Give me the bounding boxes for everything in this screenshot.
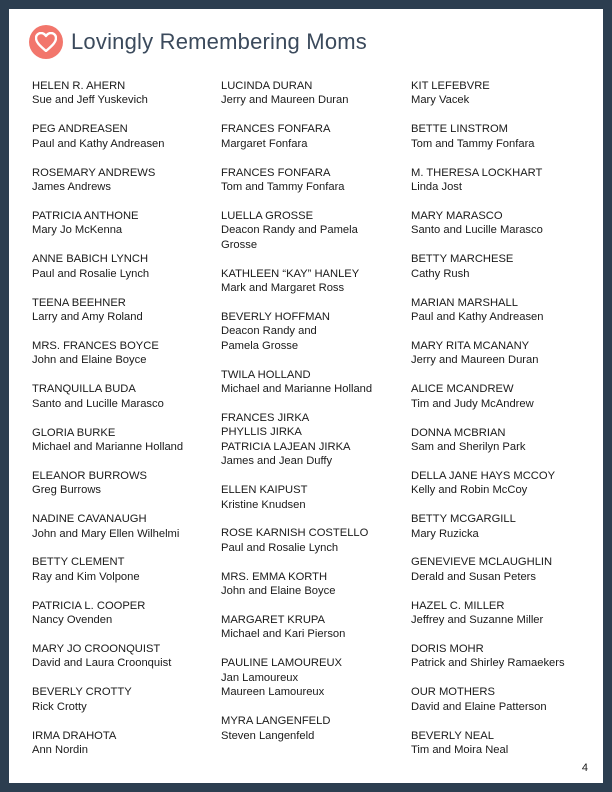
donor-name: Larry and Amy Roland — [32, 310, 143, 323]
memorial-entry — [32, 382, 217, 411]
memorial-entry — [221, 310, 406, 353]
memorial-entry — [32, 79, 217, 108]
donor-name: Jerry and Maureen Duran — [411, 354, 539, 367]
donor-name: Jan Lamoureux Maureen Lamoureux — [221, 671, 325, 699]
donor-name: Derald and Susan Peters — [411, 570, 537, 583]
donor-name: Tom and Tammy Fonfara — [221, 181, 345, 194]
donor-name: Michael and Marianne Holland — [32, 440, 184, 453]
donor-name: Santo and Lucille Marasco — [411, 224, 543, 237]
donor-name: James Andrews — [32, 181, 111, 194]
donor-name: Sue and Jeff Yuskevich — [32, 94, 148, 107]
donor-name: Jerry and Maureen Duran — [221, 94, 349, 107]
honoree-name: ROSE KARNISH COSTELLO — [221, 527, 369, 540]
donor-name: Michael and Kari Pierson — [221, 628, 346, 641]
column-1 — [32, 79, 217, 758]
honoree-name: KIT LEFEBVRE — [411, 80, 490, 92]
honoree-name: BETTE LINSTROM — [411, 123, 508, 136]
donor-name: Kelly and Robin McCoy — [411, 484, 528, 497]
donor-name: Mark and Margaret Ross — [221, 282, 345, 295]
donor-name: Tim and Moira Neal — [411, 744, 509, 757]
honoree-name: BEVERLY NEAL — [411, 729, 494, 742]
honoree-name: HAZEL C. MILLER — [411, 599, 505, 612]
memorial-entry — [411, 685, 596, 714]
donor-name: Ann Nordin — [32, 744, 88, 757]
honoree-name: PAULINE LAMOUREUX — [221, 657, 343, 670]
page-number: 4 — [581, 762, 588, 774]
donor-name: Deacon Randy and Pamela Grosse — [221, 224, 358, 251]
memorial-entry — [411, 122, 596, 151]
honoree-name: TWILA HOLLAND — [221, 368, 311, 381]
honoree-name: MRS. FRANCES BOYCE — [32, 339, 159, 352]
honoree-name: TRANQUILLA BUDA — [32, 383, 136, 396]
memorial-entry — [411, 339, 596, 368]
honoree-name: OUR MOTHERS — [411, 686, 495, 699]
donor-name: Tim and Judy McAndrew — [411, 397, 534, 410]
memorial-entry — [221, 122, 406, 151]
honoree-name: DELLA JANE HAYS MCCOY — [411, 469, 556, 482]
donor-name: Steven Langenfeld — [221, 729, 315, 742]
donor-name: Paul and Kathy Andreasen — [32, 137, 165, 150]
donor-name: Mary Ruzicka — [411, 527, 479, 540]
memorial-entry — [32, 252, 217, 281]
memorial-entry — [411, 426, 596, 455]
honoree-name: KATHLEEN “KAY” HANLEY — [221, 267, 360, 280]
memorial-entry — [221, 209, 406, 252]
donor-name: Cathy Rush — [411, 267, 470, 280]
memorial-entry — [221, 613, 406, 642]
memorial-entry — [32, 426, 217, 455]
page-title: Lovingly Remembering Moms — [71, 29, 367, 54]
donor-name: Linda Jost — [411, 181, 462, 194]
honoree-name: MYRA LANGENFELD — [221, 715, 331, 728]
donor-name: Paul and Rosalie Lynch — [221, 541, 339, 554]
memorial-entry — [411, 382, 596, 411]
column-3 — [411, 79, 596, 758]
memorial-entry — [221, 714, 406, 743]
memorial-entry — [221, 526, 406, 555]
honoree-name: BETTY CLEMENT — [32, 556, 125, 569]
memorial-entry — [411, 209, 596, 238]
memorial-entry — [32, 729, 217, 758]
donor-name: Santo and Lucille Marasco — [32, 397, 164, 410]
honoree-name: DORIS MOHR — [411, 643, 484, 656]
memorial-entry — [32, 642, 217, 671]
honoree-name: GENEVIEVE MCLAUGHLIN — [411, 556, 553, 569]
honoree-name: GLORIA BURKE — [32, 426, 116, 439]
honoree-name: BEVERLY CROTTY — [32, 686, 132, 699]
memorial-entry — [32, 512, 217, 541]
donor-name: Nancy Ovenden — [32, 614, 113, 627]
memorial-entry — [221, 79, 406, 108]
donor-name: John and Mary Ellen Wilhelmi — [32, 527, 180, 540]
honoree-name: MARY JO CROONQUIST — [32, 643, 161, 656]
honoree-name: NADINE CAVANAUGH — [32, 513, 147, 526]
memorial-entry — [221, 656, 406, 699]
honoree-name: ELLEN KAIPUST — [221, 484, 308, 497]
honoree-name: FRANCES FONFARA — [221, 166, 331, 179]
memorial-entry — [411, 469, 596, 498]
donor-name: Michael and Marianne Holland — [221, 383, 373, 396]
honoree-name: PEG ANDREASEN — [32, 123, 128, 136]
memorial-entry — [221, 411, 406, 469]
honoree-name: MRS. EMMA KORTH — [221, 570, 328, 583]
donor-name: Rick Crotty — [32, 700, 87, 713]
honoree-name: ELEANOR BURROWS — [32, 469, 147, 482]
honoree-name: LUELLA GROSSE — [221, 209, 314, 222]
page — [9, 9, 603, 783]
honoree-name: LUCINDA DURAN — [221, 80, 313, 92]
memorial-entry — [411, 599, 596, 628]
donor-name: Sam and Sherilyn Park — [411, 440, 526, 453]
memorial-entry — [32, 166, 217, 195]
donor-name: Ray and Kim Volpone — [32, 570, 140, 583]
honoree-name: TEENA BEEHNER — [32, 296, 126, 309]
donor-name: James and Jean Duffy — [221, 455, 333, 468]
honoree-name: BETTY MCGARGILL — [411, 513, 516, 526]
memorial-entry — [32, 122, 217, 151]
donor-name: Mary Jo McKenna — [32, 224, 123, 237]
memorial-entry — [221, 166, 406, 195]
honoree-name: MARIAN MARSHALL — [411, 296, 518, 309]
honoree-name: MARY RITA MCANANY — [411, 339, 530, 352]
heart-icon-shape — [35, 32, 57, 52]
column-2 — [221, 79, 406, 743]
donor-name: Greg Burrows — [32, 484, 102, 497]
memorial-entry — [411, 729, 596, 758]
honoree-name: M. THERESA LOCKHART — [411, 166, 543, 179]
honoree-name: ROSEMARY ANDREWS — [32, 166, 156, 179]
honoree-name: BETTY MARCHESE — [411, 253, 514, 266]
honoree-name: ALICE MCANDREW — [411, 383, 514, 396]
donor-name: Tom and Tammy Fonfara — [411, 137, 535, 150]
donor-name: Margaret Fonfara — [221, 137, 308, 150]
donor-name: Paul and Kathy Andreasen — [411, 310, 544, 323]
memorial-entry — [32, 339, 217, 368]
donor-name: Jeffrey and Suzanne Miller — [411, 614, 544, 627]
donor-name: John and Elaine Boyce — [221, 585, 336, 598]
donor-name: David and Elaine Patterson — [411, 700, 547, 713]
honoree-name: PATRICIA L. COOPER — [32, 599, 146, 612]
memorial-entry — [32, 469, 217, 498]
memorial-entry — [221, 267, 406, 296]
memorial-entry — [411, 79, 596, 108]
memorial-entry — [32, 685, 217, 714]
memorial-entry — [221, 483, 406, 512]
donor-name: Deacon Randy and Pamela Grosse — [221, 325, 317, 352]
memorial-entry — [411, 252, 596, 281]
honoree-name: MARY MARASCO — [411, 209, 503, 222]
heart-icon — [29, 25, 63, 59]
memorial-entry — [32, 555, 217, 584]
memorial-entry — [221, 368, 406, 397]
honoree-name: PATRICIA ANTHONE — [32, 209, 139, 222]
donor-name: Paul and Rosalie Lynch — [32, 267, 150, 280]
honoree-name: ANNE BABICH LYNCH — [32, 253, 149, 266]
donor-name: Kristine Knudsen — [221, 498, 306, 511]
honoree-name: MARGARET KRUPA — [221, 614, 326, 627]
donor-name: John and Elaine Boyce — [32, 354, 147, 367]
memorial-entry — [32, 599, 217, 628]
donor-name: David and Laura Croonquist — [32, 657, 172, 670]
honoree-name: FRANCES FONFARA — [221, 123, 331, 136]
honoree-name: HELEN R. AHERN — [32, 80, 126, 92]
memorial-entry — [32, 296, 217, 325]
memorial-entry — [411, 512, 596, 541]
honoree-name: FRANCES JIRKA PHYLLIS JIRKA PATRICIA LAJEAN JIRKA — [221, 412, 351, 453]
memorial-entry — [32, 209, 217, 238]
memorial-entry — [411, 642, 596, 671]
honoree-name: DONNA MCBRIAN — [411, 426, 506, 439]
memorial-entry — [411, 555, 596, 584]
honoree-name: BEVERLY HOFFMAN — [221, 310, 330, 323]
donor-name: Mary Vacek — [411, 94, 470, 107]
memorial-entry — [411, 296, 596, 325]
header — [29, 25, 367, 59]
memorial-entry — [221, 570, 406, 599]
honoree-name: IRMA DRAHOTA — [32, 729, 117, 742]
donor-name: Patrick and Shirley Ramaekers — [411, 657, 565, 670]
memorial-entry — [411, 166, 596, 195]
